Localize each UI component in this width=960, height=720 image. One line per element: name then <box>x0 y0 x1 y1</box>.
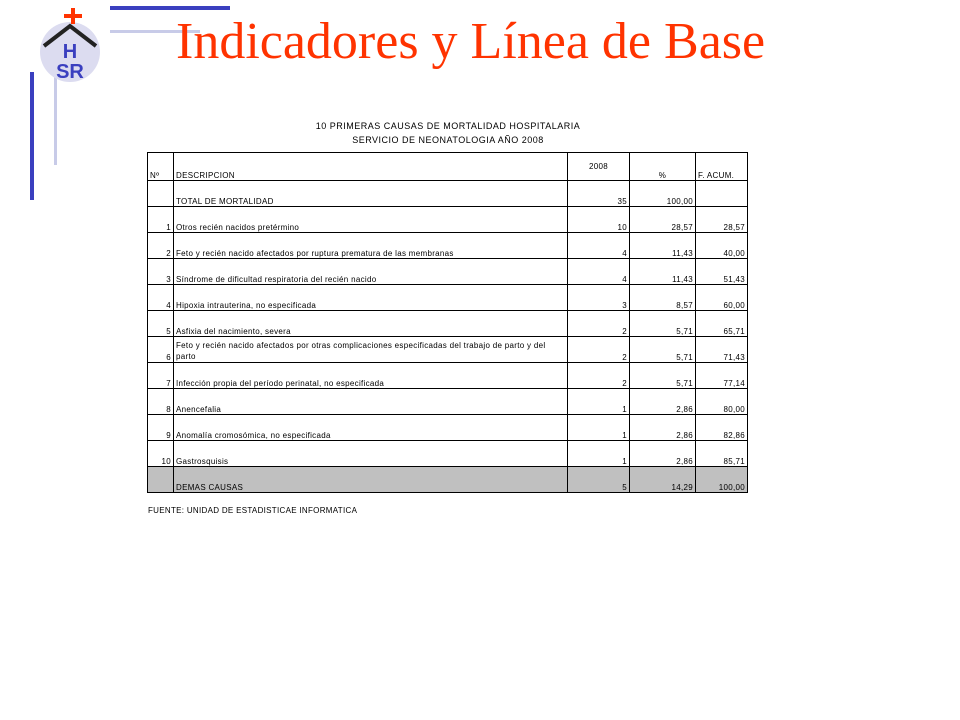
row-2008: 2 <box>568 363 630 389</box>
row-description: Anomalía cromosómica, no especificada <box>174 415 568 441</box>
row-2008: 35 <box>568 181 630 207</box>
row-description: DEMAS CAUSAS <box>174 467 568 493</box>
row-percent: 5,71 <box>630 311 696 337</box>
row-description: Hipoxia intrauterina, no especificada <box>174 285 568 311</box>
table-row <box>148 207 748 233</box>
row-acum <box>696 181 748 207</box>
row-percent: 100,00 <box>630 181 696 207</box>
row-description: Asfixia del nacimiento, severa <box>174 311 568 337</box>
row-acum: 85,71 <box>696 441 748 467</box>
row-percent: 11,43 <box>630 233 696 259</box>
row-acum: 100,00 <box>696 467 748 493</box>
row-2008: 10 <box>568 207 630 233</box>
table-row <box>148 285 748 311</box>
row-percent: 8,57 <box>630 285 696 311</box>
row-number: 1 <box>148 207 174 233</box>
slide-title: Indicadores y Línea de Base <box>176 13 766 70</box>
table-row <box>148 363 748 389</box>
row-acum: 77,14 <box>696 363 748 389</box>
row-acum: 40,00 <box>696 233 748 259</box>
row-description: Anencefalia <box>174 389 568 415</box>
row-number: 2 <box>148 233 174 259</box>
row-2008: 4 <box>568 259 630 285</box>
row-2008: 1 <box>568 441 630 467</box>
row-number <box>148 181 174 207</box>
row-description: Otros recién nacidos pretérmino <box>174 207 568 233</box>
row-2008: 3 <box>568 285 630 311</box>
row-description: Feto y recién nacido afectados por otras complicaciones especificadas del trabajo de parto y del parto <box>174 337 568 363</box>
table-title-line2: SERVICIO DE NEONATOLOGIA AÑO 2008 <box>352 135 544 145</box>
table-row <box>148 337 748 363</box>
row-description: Gastrosquisis <box>174 441 568 467</box>
hospital-logo-icon <box>38 8 108 88</box>
table-row <box>148 389 748 415</box>
svg-text:H: H <box>62 41 78 63</box>
row-number: 7 <box>148 363 174 389</box>
header-descripcion: DESCRIPCION <box>174 153 568 181</box>
row-acum: 51,43 <box>696 259 748 285</box>
table-row <box>148 441 748 467</box>
table-footer-source: FUENTE: UNIDAD DE ESTADISTICAE INFORMATICA <box>148 506 358 515</box>
row-number: 9 <box>148 415 174 441</box>
row-2008: 4 <box>568 233 630 259</box>
row-description: TOTAL DE MORTALIDAD <box>174 181 568 207</box>
row-percent: 2,86 <box>630 389 696 415</box>
row-number: 6 <box>148 337 174 363</box>
row-number: 5 <box>148 311 174 337</box>
table-row <box>148 467 748 493</box>
row-number: 3 <box>148 259 174 285</box>
row-percent: 2,86 <box>630 441 696 467</box>
table-title-line1: 10 PRIMERAS CAUSAS DE MORTALIDAD HOSPITALARIA <box>315 121 581 131</box>
row-acum: 71,43 <box>696 337 748 363</box>
row-acum: 28,57 <box>696 207 748 233</box>
row-acum: 82,86 <box>696 415 748 441</box>
row-2008: 2 <box>568 337 630 363</box>
row-description: Infección propia del período perinatal, no especificada <box>174 363 568 389</box>
mortality-table <box>147 152 748 493</box>
table-row <box>148 181 748 207</box>
table-row <box>148 233 748 259</box>
row-percent: 2,86 <box>630 415 696 441</box>
svg-text:SR: SR <box>56 61 84 83</box>
row-acum: 65,71 <box>696 311 748 337</box>
left-accent-bar <box>30 72 34 200</box>
row-percent: 5,71 <box>630 363 696 389</box>
header-2008: 2008 <box>568 153 630 181</box>
row-2008: 5 <box>568 467 630 493</box>
row-acum: 80,00 <box>696 389 748 415</box>
table-row <box>148 311 748 337</box>
header-n: Nº <box>148 153 174 181</box>
table-row <box>148 259 748 285</box>
row-description: Feto y recién nacido afectados por ruptura prematura de las membranas <box>174 233 568 259</box>
row-percent: 11,43 <box>630 259 696 285</box>
row-number: 4 <box>148 285 174 311</box>
table-row <box>148 415 748 441</box>
row-number: 10 <box>148 441 174 467</box>
row-2008: 1 <box>568 415 630 441</box>
row-number <box>148 467 174 493</box>
top-accent-bar <box>110 6 230 10</box>
row-2008: 1 <box>568 389 630 415</box>
row-percent: 28,57 <box>630 207 696 233</box>
row-percent: 5,71 <box>630 337 696 363</box>
row-percent: 14,29 <box>630 467 696 493</box>
header-acum: F. ACUM. <box>696 153 748 181</box>
row-acum: 60,00 <box>696 285 748 311</box>
table-header-row <box>148 153 748 181</box>
row-2008: 2 <box>568 311 630 337</box>
row-description: Síndrome de dificultad respiratoria del recién nacido <box>174 259 568 285</box>
header-percent: % <box>630 153 696 181</box>
row-number: 8 <box>148 389 174 415</box>
